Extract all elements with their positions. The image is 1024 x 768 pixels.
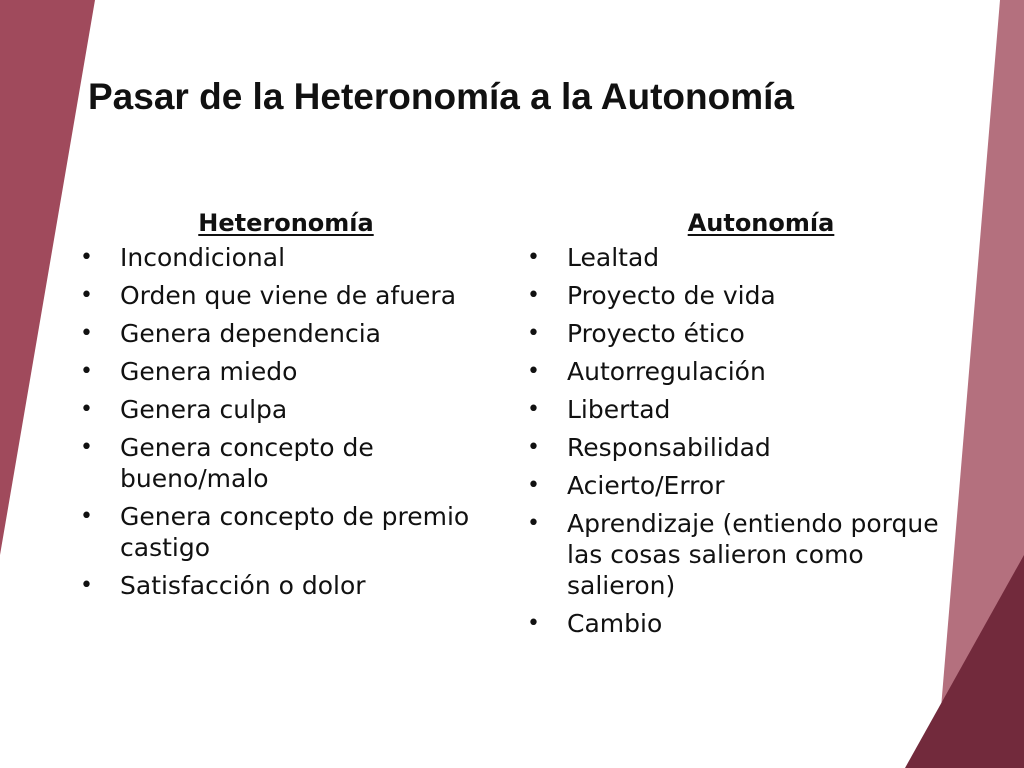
autonomy-heading: Autonomía xyxy=(687,209,835,237)
bullet-icon: • xyxy=(527,473,540,498)
list-item: • Autorregulación xyxy=(527,357,766,386)
bullet-icon: • xyxy=(80,359,93,384)
autonomy-list xyxy=(527,242,947,639)
bullet-icon: • xyxy=(80,321,93,346)
list-item: • Libertad xyxy=(527,395,671,424)
list-item: • Genera dependencia xyxy=(80,319,381,348)
heteronomy-list xyxy=(80,242,510,601)
list-item: • Responsabilidad xyxy=(527,433,771,462)
bullet-icon: • xyxy=(80,504,93,529)
list-item: • Satisfacción o dolor xyxy=(80,571,366,600)
list-item: • Genera concepto de premio castigo xyxy=(80,502,470,562)
bullet-icon: • xyxy=(527,321,540,346)
bullet-icon: • xyxy=(80,573,93,598)
bullet-icon: • xyxy=(527,359,540,384)
list-item: • Genera concepto de bueno/malo xyxy=(80,433,374,493)
list-item: • Cambio xyxy=(527,609,663,638)
list-item: • Proyecto ético xyxy=(527,319,745,348)
bullet-icon: • xyxy=(80,283,93,308)
bullet-icon: • xyxy=(527,283,540,308)
heteronomy-column xyxy=(80,206,510,608)
list-item: • Acierto/Error xyxy=(527,471,725,500)
bullet-icon: • xyxy=(527,511,540,536)
slide-title: Pasar de la Heteronomía a la Autonomía xyxy=(88,76,794,117)
list-item: • Genera miedo xyxy=(80,357,298,386)
bullet-icon: • xyxy=(527,245,540,270)
bullet-icon: • xyxy=(80,397,93,422)
list-item: • Proyecto de vida xyxy=(527,281,776,310)
list-item: • Aprendizaje (entiendo porque las cosas salieron como salieron) xyxy=(527,509,939,600)
bullet-icon: • xyxy=(527,397,540,422)
list-item: • Genera culpa xyxy=(80,395,288,424)
list-item: • Incondicional xyxy=(80,243,286,272)
bullet-icon: • xyxy=(527,611,540,636)
bullet-icon: • xyxy=(80,435,93,460)
bullet-icon: • xyxy=(80,245,93,270)
heteronomy-heading: Heteronomía xyxy=(198,209,374,237)
list-item: • Orden que viene de afuera xyxy=(80,281,457,310)
list-item: • Lealtad xyxy=(527,243,660,272)
bullet-icon: • xyxy=(527,435,540,460)
autonomy-column xyxy=(527,206,947,646)
